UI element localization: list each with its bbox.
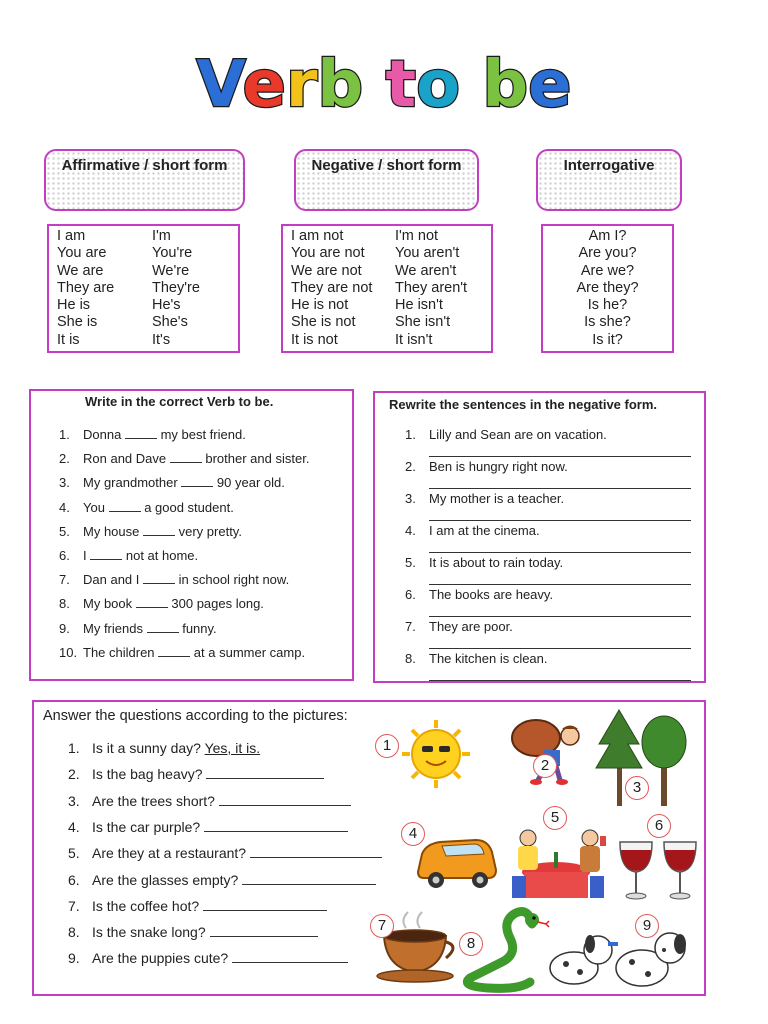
picture-number-9: 9 xyxy=(635,914,659,938)
affirmative-short-form: You're xyxy=(152,245,193,262)
sentence-end: a good student. xyxy=(144,499,234,515)
question-text: Are they at a restaurant? xyxy=(92,845,247,862)
exercise1-item xyxy=(59,523,242,539)
question-text: Is the snake long? xyxy=(92,924,206,941)
picture-number-3: 3 xyxy=(625,776,649,800)
sentence-text: The books are heavy. xyxy=(429,587,554,602)
sentence-start: My house xyxy=(83,523,140,539)
sentence-text: My mother is a teacher. xyxy=(429,491,565,506)
item-number: 6. xyxy=(405,587,416,602)
sentence-text: I am at the cinema. xyxy=(429,523,540,538)
interrogative-header-label: Interrogative xyxy=(563,157,655,174)
exercise1-item xyxy=(59,571,289,587)
negative-long-form: She is not xyxy=(291,314,356,331)
sentence-start: The children xyxy=(83,644,155,660)
item-number: 3. xyxy=(59,475,70,491)
exercise2-item xyxy=(405,523,540,538)
answer-line[interactable] xyxy=(429,552,691,553)
negative-short-form: It isn't xyxy=(395,331,433,348)
affirmative-long-form: You are xyxy=(57,245,107,262)
item-number: 7. xyxy=(68,897,80,914)
negative-long-form: We are not xyxy=(291,262,362,279)
picture-number-6: 6 xyxy=(647,814,671,838)
sentence-start: Ron and Dave xyxy=(83,451,167,467)
sentence-start: You xyxy=(83,499,105,515)
item-number: 5. xyxy=(59,523,70,539)
worksheet-title xyxy=(0,48,768,123)
sentence-start: My book xyxy=(83,596,133,612)
item-number: 3. xyxy=(68,792,80,809)
picture-number-1: 1 xyxy=(375,734,399,758)
item-number: 2. xyxy=(68,766,80,783)
restaurant-couple-icon xyxy=(512,830,606,898)
affirmative-long-form: They are xyxy=(57,279,115,296)
sentence-start: Donna xyxy=(83,427,122,442)
pictures-panel xyxy=(34,702,708,998)
answer-blank[interactable] xyxy=(90,547,122,560)
puppies-icon xyxy=(550,933,686,986)
negative-short-form: He isn't xyxy=(395,297,443,314)
exercise2-item xyxy=(405,491,564,506)
sun-icon xyxy=(402,720,470,788)
negative-short-form: We aren't xyxy=(395,262,457,279)
interrogative-form: Is he? xyxy=(587,297,628,314)
item-number: 8. xyxy=(59,596,70,612)
affirmative-short-form: I'm xyxy=(152,228,171,244)
sentence-end: in school right now. xyxy=(178,572,290,588)
item-number: 2. xyxy=(59,451,70,467)
exercise2-item xyxy=(405,459,568,474)
answer-blank[interactable] xyxy=(109,499,141,512)
negative-long-form: I am not xyxy=(291,228,344,244)
exercise2-item xyxy=(405,619,513,634)
sentence-text: Lilly and Sean are on vacation. xyxy=(429,427,607,442)
exercise2-item xyxy=(405,651,548,666)
answer-line[interactable] xyxy=(429,680,691,681)
answer-blank[interactable] xyxy=(136,595,168,608)
answer-blank[interactable] xyxy=(143,571,175,584)
answer-line[interactable] xyxy=(429,648,691,649)
answer-line[interactable] xyxy=(429,584,691,585)
interrogative-form: Am I? xyxy=(588,228,627,244)
affirmative-long-form: It is xyxy=(57,331,80,348)
negative-long-forms xyxy=(291,228,372,349)
picture-number-4: 4 xyxy=(401,822,425,846)
interrogative-form: Are they? xyxy=(576,279,639,296)
answer-blank[interactable] xyxy=(125,426,157,439)
item-number: 4. xyxy=(68,818,80,835)
affirmative-long-form: We are xyxy=(57,262,104,279)
item-number: 6. xyxy=(68,871,80,888)
item-number: 8. xyxy=(405,651,416,666)
interrogative-forms xyxy=(543,228,672,349)
item-number: 5. xyxy=(68,845,80,862)
answer-line[interactable] xyxy=(429,616,691,617)
item-number: 5. xyxy=(405,555,416,570)
affirmative-long-form: I am xyxy=(57,228,86,244)
exercise-pictures xyxy=(32,700,706,996)
answer-blank[interactable] xyxy=(147,620,179,633)
picture-number-5: 5 xyxy=(543,806,567,830)
answer-blank[interactable] xyxy=(158,644,190,657)
interrogative-form: Are you? xyxy=(578,245,637,262)
car-icon xyxy=(418,840,496,888)
item-number: 3. xyxy=(405,491,416,506)
answer-blank[interactable] xyxy=(181,474,213,487)
item-number: 9. xyxy=(59,620,70,636)
question-text: Is it a sunny day? xyxy=(92,740,201,756)
negative-long-form: You are not xyxy=(291,245,365,262)
interrogative-form: Are we? xyxy=(580,262,635,279)
item-number: 6. xyxy=(59,548,70,563)
answer-blank[interactable] xyxy=(143,523,175,536)
picture-number-8: 8 xyxy=(459,932,483,956)
sentence-start: Dan and I xyxy=(83,572,140,588)
affirmative-short-form: He's xyxy=(152,297,181,314)
item-number: 2. xyxy=(405,459,416,474)
affirmative-long-form: He is xyxy=(57,297,91,314)
sentence-text: Ben is hungry right now. xyxy=(429,459,568,474)
question-text: Is the coffee hot? xyxy=(92,897,200,914)
question-text: Are the trees short? xyxy=(92,792,215,809)
item-number: 1. xyxy=(405,427,416,442)
title-text: Verb to be xyxy=(196,48,572,122)
sentence-end: brother and sister. xyxy=(205,451,310,467)
sentence-start: I xyxy=(83,548,87,563)
item-number: 7. xyxy=(405,619,416,634)
interrogative-form: Is she? xyxy=(584,314,631,331)
item-number: 4. xyxy=(405,523,416,538)
exercise-fill-verb xyxy=(29,389,354,681)
affirmative-short-form: We're xyxy=(152,262,190,279)
affirmative-short-forms xyxy=(152,228,200,349)
exercise2-item xyxy=(405,427,607,442)
affirmative-table xyxy=(47,224,240,353)
negative-short-form: I'm not xyxy=(395,228,439,244)
exercise1-item xyxy=(59,450,309,466)
affirmative-short-form: They're xyxy=(152,279,200,296)
affirmative-header-label: Affirmative / short form xyxy=(61,157,228,174)
sentence-end: 90 year old. xyxy=(216,475,285,491)
negative-short-forms xyxy=(395,228,467,349)
sentence-end: my best friend. xyxy=(160,427,246,442)
negative-short-form: She isn't xyxy=(395,314,451,331)
item-number: 7. xyxy=(59,572,70,588)
sentence-text: It is about to rain today. xyxy=(429,555,564,570)
answer-line[interactable] xyxy=(429,456,691,457)
exercise-negative-form xyxy=(373,391,706,683)
question-text: Are the puppies cute? xyxy=(92,950,229,967)
exercise1-item xyxy=(59,547,198,563)
answer-line[interactable] xyxy=(429,520,691,521)
wine-glasses-icon xyxy=(620,842,696,899)
negative-table xyxy=(281,224,493,353)
exercise-negative-form-title: Rewrite the sentences in the negative form. xyxy=(389,397,658,412)
answer-blank[interactable] xyxy=(170,450,202,463)
exercise1-item xyxy=(59,620,217,636)
sentence-start: My grandmother xyxy=(83,475,178,491)
exercise1-item xyxy=(59,426,246,442)
affirmative-header xyxy=(44,149,245,211)
sentence-end: 300 pages long. xyxy=(171,596,264,612)
item-number: 9. xyxy=(68,950,80,967)
exercise2-item xyxy=(405,555,563,570)
negative-long-form: He is not xyxy=(291,297,349,314)
affirmative-long-forms xyxy=(57,228,114,349)
exercise-pictures-title: Answer the questions according to the pictures: xyxy=(43,708,348,724)
negative-long-form: It is not xyxy=(291,331,338,348)
answer-line[interactable] xyxy=(429,488,691,489)
question-text: Are the glasses empty? xyxy=(92,871,239,888)
negative-short-form: You aren't xyxy=(395,245,460,262)
exercise1-item xyxy=(59,595,264,611)
negative-header xyxy=(294,149,479,211)
sentence-end: at a summer camp. xyxy=(193,644,306,660)
answer-text: Yes, it is. xyxy=(204,740,261,756)
item-number: 10. xyxy=(59,644,78,660)
sentence-start: My friends xyxy=(83,620,143,636)
exercise1-item xyxy=(59,499,234,515)
exercise2-item xyxy=(405,587,553,602)
interrogative-header xyxy=(536,149,682,211)
negative-header-label: Negative / short form xyxy=(311,157,462,174)
question-text: Is the bag heavy? xyxy=(92,766,203,783)
item-number: 1. xyxy=(68,740,80,756)
sentence-end: very pretty. xyxy=(178,523,242,539)
interrogative-form: Is it? xyxy=(592,331,623,348)
question-text: Is the car purple? xyxy=(92,818,201,835)
affirmative-short-form: She's xyxy=(152,314,188,331)
sentence-text: The kitchen is clean. xyxy=(429,651,548,666)
affirmative-short-form: It's xyxy=(152,331,171,348)
negative-long-form: They are not xyxy=(291,279,373,296)
exercise-fill-verb-title: Write in the correct Verb to be. xyxy=(85,394,274,409)
sentence-end: funny. xyxy=(182,620,217,636)
item-number: 8. xyxy=(68,924,80,941)
exercise1-item xyxy=(59,644,305,660)
picture-number-7: 7 xyxy=(370,914,394,938)
item-number: 1. xyxy=(59,427,70,442)
negative-short-form: They aren't xyxy=(395,279,468,296)
sentence-text: They are poor. xyxy=(429,619,513,634)
item-number: 4. xyxy=(59,499,70,515)
interrogative-table xyxy=(541,224,674,353)
picture-number-2: 2 xyxy=(533,754,557,778)
exercise1-item xyxy=(59,474,285,490)
affirmative-long-form: She is xyxy=(57,314,98,331)
sentence-end: not at home. xyxy=(125,548,199,563)
